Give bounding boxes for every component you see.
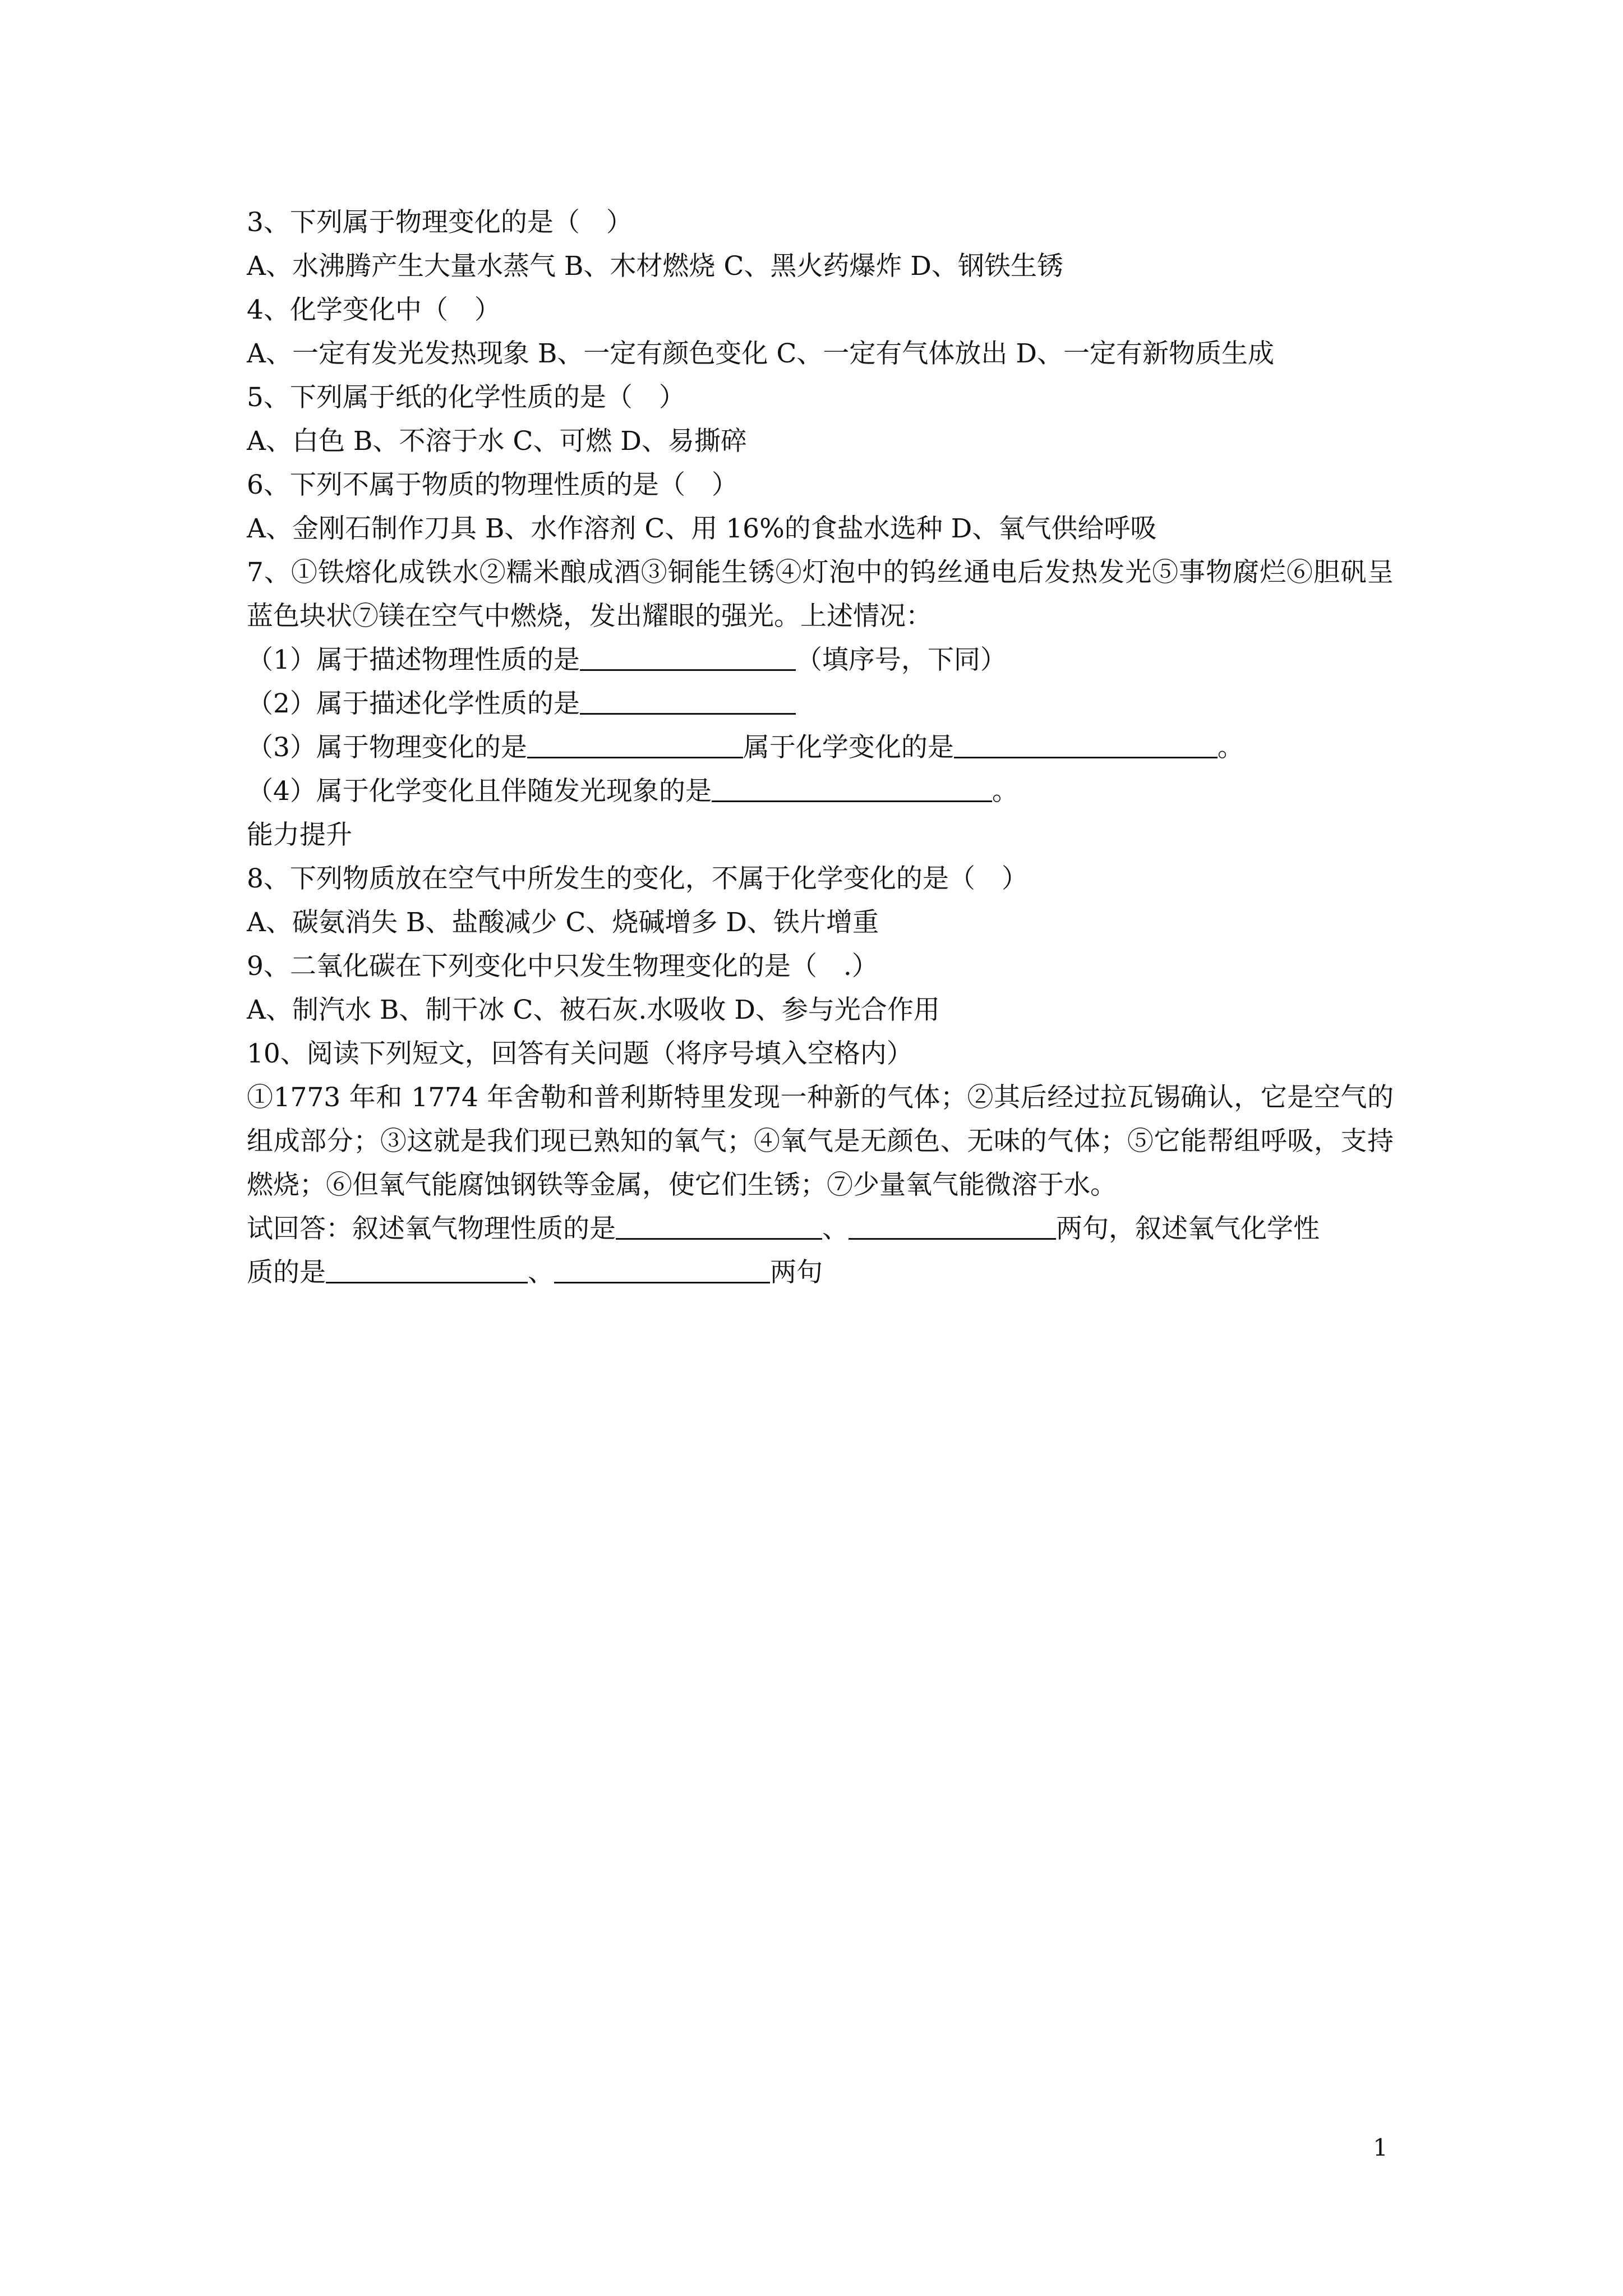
question-8-options: A、碳氨消失 B、盐酸减少 C、烧碱增多 D、铁片增重 [247,907,879,938]
question-9-stem: 9、二氧化碳在下列变化中只发生物理变化的是（ .） [247,951,878,982]
answer-blank-7-4[interactable] [712,776,992,802]
question-5-stem: 5、下列属于纸的化学性质的是（ ） [247,382,685,413]
question-10-answer-end: 两句 [770,1257,823,1288]
question-10-separator-2: 、 [528,1257,554,1288]
question-7-part-4 [247,770,1394,813]
answer-blank-7-1[interactable] [580,645,796,671]
question-5-options: A、白色 B、不溶于水 C、可燃 D、易撕碎 [247,426,747,457]
question-7-part-1-note: （填序号，下同） [795,645,1007,675]
answer-blank-7-3-physical[interactable] [527,732,743,758]
question-6-stem: 6、下列不属于物质的物理性质的是（ ） [247,470,738,500]
answer-blank-10-physical-2[interactable] [849,1213,1056,1240]
question-10-answer-line-2 [247,1251,1394,1295]
question-10-answer-label-2: 质的是 [247,1257,326,1288]
answer-blank-10-chemical-2[interactable] [554,1257,770,1283]
question-10-answer-line-1 [247,1207,1394,1251]
question-10-passage: ①1773 年和 1774 年舍勒和普利斯特里发现一种新的气体；②其后经过拉瓦锡确认，它是空气的组成部分；③这就是我们现已熟知的氧气；④氧气是无颜色、无味的气体；⑤它能帮组呼吸，支持燃烧；⑥但氧气能腐蚀钢铁等金属，使它们生锈；⑦少量氧气能微溶于水。 [247,1082,1394,1200]
question-7-part-3-middle: 属于化学变化的是 [743,732,954,763]
answer-blank-7-3-chemical[interactable] [954,732,1218,758]
question-4-options: A、一定有发光发热现象 B、一定有颜色变化 C、一定有气体放出 D、一定有新物质生成 [247,338,1274,369]
question-8-stem: 8、下列物质放在空气中所发生的变化，不属于化学变化的是（ ） [247,863,1028,894]
question-10-answer-middle: 两句，叙述氧气化学性 [1056,1213,1320,1244]
question-7-part-3 [247,726,1394,770]
question-7-part-2-label: （2）属于描述化学性质的是 [247,688,580,719]
question-7-part-1 [247,638,1394,682]
question-3-stem: 3、下列属于物理变化的是（ ） [247,207,633,238]
question-10-answer-label: 试回答：叙述氧气物理性质的是 [247,1213,616,1244]
question-7-part-2 [247,682,1394,726]
answer-blank-10-physical-1[interactable] [616,1213,822,1240]
question-10-separator-1: 、 [822,1213,849,1244]
question-9-options: A、制汽水 B、制干冰 C、被石灰.水吸收 D、参与光合作用 [247,995,940,1025]
question-10-stem: 10、阅读下列短文，回答有关问题（将序号填入空格内） [247,1038,913,1069]
question-7-part-4-end: 。 [992,776,1018,807]
question-6-options: A、金刚石制作刀具 B、水作溶剂 C、用 16%的食盐水选种 D、氧气供给呼吸 [247,513,1157,544]
answer-blank-7-2[interactable] [580,688,796,715]
page-number: 1 [1373,2134,1388,2161]
question-4-stem: 4、化学变化中（ ） [247,295,501,325]
question-7-stem: 7、①铁熔化成铁水②糯米酿成酒③铜能生锈④灯泡中的钨丝通电后发热发光⑤事物腐烂⑥胆矾呈蓝色块状⑦镁在空气中燃烧，发出耀眼的强光。上述情况： [247,557,1394,632]
question-7-part-3-label: （3）属于物理变化的是 [247,732,527,763]
question-3-options: A、水沸腾产生大量水蒸气 B、木材燃烧 C、黑火药爆炸 D、钢铁生锈 [247,251,1063,282]
section-title: 能力提升 [247,820,352,850]
worksheet-content [247,201,1394,1295]
answer-blank-10-chemical-1[interactable] [326,1257,528,1283]
question-7-part-1-label: （1）属于描述物理性质的是 [247,645,580,675]
question-7-part-3-end: 。 [1217,732,1244,763]
question-7-part-4-label: （4）属于化学变化且伴随发光现象的是 [247,776,712,807]
